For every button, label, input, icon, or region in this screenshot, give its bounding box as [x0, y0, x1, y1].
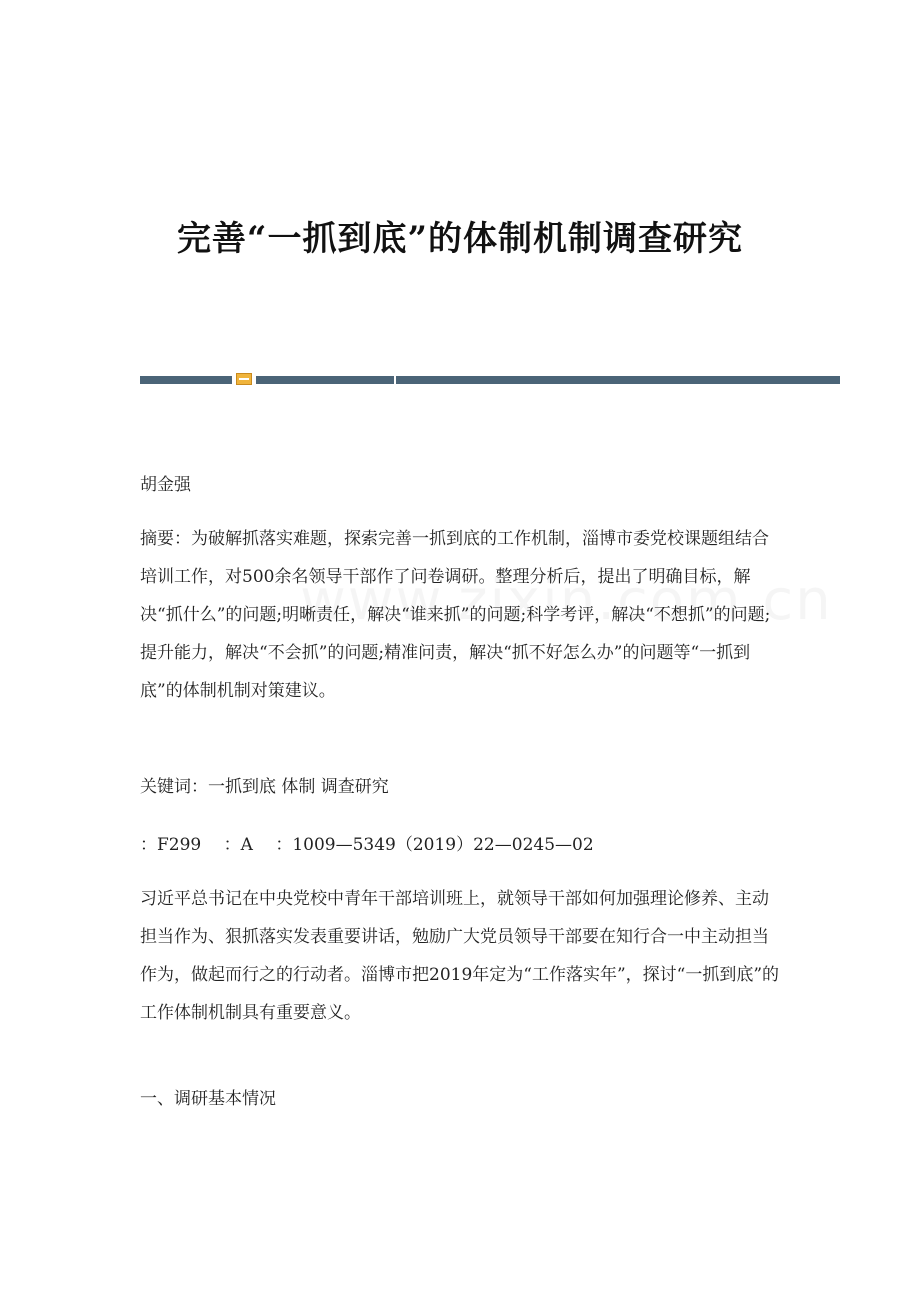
- divider-bar-middle: [256, 376, 394, 384]
- keywords-line: 关键词：一抓到底 体制 调查研究: [140, 777, 389, 797]
- section-heading: 一、调研基本情况: [140, 1089, 276, 1109]
- title-divider: [140, 371, 840, 385]
- divider-bar-right: [396, 376, 840, 384]
- abstract-paragraph: 摘要：为破解抓落实难题，探索完善一抓到底的工作机制，淄博市委党校课题组结合培训工作，对500余名领导干部作了问卷调研。整理分析后，提出了明确目标，解决“抓什么”的问题;明晰责任，解决“谁来抓”的问题;科学考评，解决“不想抓”的问题;提升能力，解决“不会抓”的问题;精准问责，解决“抓不好怎么办”的问题等“一抓到底”的体制机制对策建议。: [140, 529, 771, 701]
- intro-paragraph: 习近平总书记在中央党校中青年干部培训班上，就领导干部如何加强理论修养、主动担当作为、狠抓落实发表重要讲话，勉励广大党员领导干部要在知行合一中主动担当作为，做起而行之的行动者。淄博市把2019年定为“工作落实年”，探讨“一抓到底”的工作体制机制具有重要意义。: [140, 889, 780, 1023]
- classification-line: ：F299 ：A ：1009—5349（2019）22—0245—02: [140, 835, 594, 855]
- divider-bar-left: [140, 376, 232, 384]
- author-name: 胡金强: [140, 475, 191, 495]
- divider-emblem-icon: [236, 373, 252, 385]
- page-title: 完善“一抓到底”的体制机制调查研究: [176, 219, 744, 259]
